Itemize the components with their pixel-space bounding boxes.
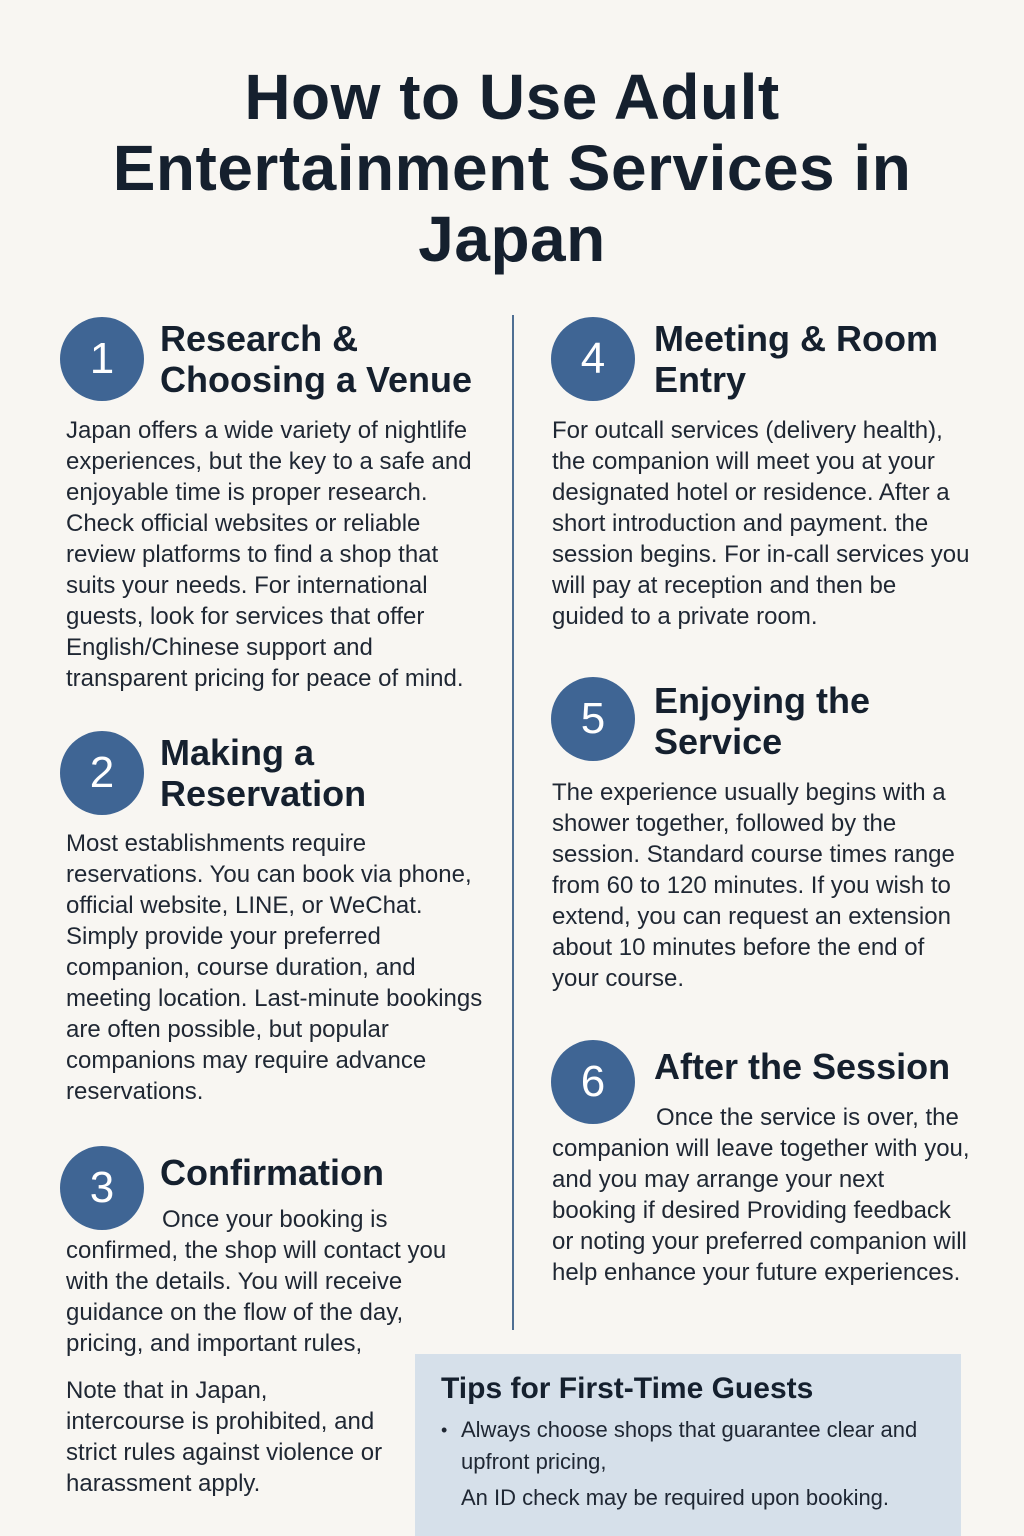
step-heading: Research & Choosing a Venue (160, 318, 473, 400)
step-heading: Confirmation (160, 1152, 384, 1193)
step-number-badge: 6 (551, 1040, 635, 1124)
step-body: Once the service is over, the companion will leave together with you, and you may arrange your next booking if desired Providing feedback or noting your preferred companion will help enhance your future experiences. (552, 1104, 970, 1286)
step-body: The experience usually begins with a shower together, followed by the session. Standard course times range from 60 to 120 minutes. If you wish to extend, you can request an extension about 10 minutes before the end of your course. (552, 779, 955, 992)
step-number-badge: 2 (60, 731, 144, 815)
tip-item: An ID check may be required upon booking. (461, 1485, 890, 1510)
step-number-badge: 3 (60, 1146, 144, 1230)
tips-box (415, 1354, 961, 1536)
step-body: For outcall services (delivery health), the companion will meet you at your designated hotel or residence. After a short introduction and payment. the session begins. For in-call services you will pay at reception and then be guided to a private room. (552, 417, 970, 630)
tip-item: • Always choose shops that guarantee clear and upfront pricing, (441, 1414, 951, 1478)
column-divider (512, 315, 514, 1330)
tips-list (441, 1414, 951, 1514)
step-heading: After the Session (654, 1046, 951, 1087)
step-note: Note that in Japan, intercourse is prohibited, and strict rules against violence or harassment apply. (66, 1377, 383, 1497)
step-number-badge: 4 (551, 317, 635, 401)
step-number-badge: 5 (551, 677, 635, 761)
step-body: Japan offers a wide variety of nightlife experiences, but the key to a safe and enjoyable time is proper research. Check official websites or reliable review platforms to find a shop that suits your needs. For international guests, look for services that offer English/Chinese support and transparent pricing for peace of mind. (66, 417, 472, 692)
page-title: How to Use Adult Entertainment Services in Japan (112, 61, 912, 275)
step-heading: Meeting & Room Entry (654, 318, 938, 400)
step-body: Most establishments require reservations. You can book via phone, official website, LINE, or WeChat. Simply provide your preferred companion, course duration, and meeting location. Last-minute bookings are often possible, but popular companions may require advance reservations. (66, 830, 483, 1105)
step-body: Once your booking is confirmed, the shop will contact you with the details. You will receive guidance on the flow of the day, pricing, and important rules, (66, 1206, 447, 1357)
tips-title: Tips for First-Time Guests (441, 1372, 814, 1405)
step-heading: Making a Reservation (160, 732, 367, 814)
step-heading: Enjoying the Service (654, 680, 870, 762)
step-number-badge: 1 (60, 317, 144, 401)
